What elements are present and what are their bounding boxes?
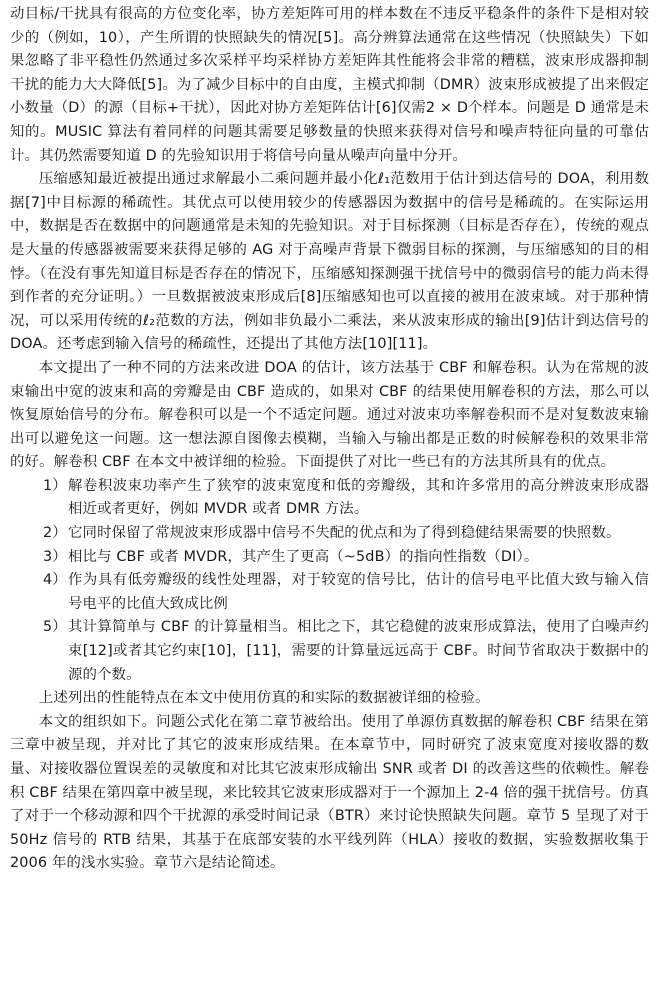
list-item xyxy=(10,522,649,546)
list-item-text: 其计算简单与 CBF 的计算量相当。相比之下，其它稳健的波束形成算法，使用了白噪声约束[12]或者其它约束[10]，[11]，需要的计算量远远高于 CBF。时间节省取决于数据中的源的个数。 xyxy=(68,619,649,683)
list-item xyxy=(10,546,649,570)
paragraph-compressive-sensing: 压缩感知最近被提出通过求解最小二乘问题并最小化ℓ₁范数用于估计到达信号的 DOA，利用数据[7]中目标源的稀疏性。其优点可以使用较少的传感器因为数据中的信号是稀疏的。在实际运用中，数据是否在数据中的问题通常是未知的先验知识。对于目标探测（目标是否存在），传统的观点是大量的传感器被需要来获得足够的 AG 对于高噪声背景下微弱目标的探测，与压缩感知的目的相悖。（在没有事先知道目标是否存在的情况下，压缩感知探测强干扰信号中的微弱信号的能力尚未得到作者的充分证明。）一旦数据被波束形成后[8]压缩感知也可以直接的被用在波束域。对于那种情况，可以采用传统的ℓ₂范数的方法，例如非负最小二乘法，来从波束形成的输出[9]估计到达信号的 DOA。还考虑到输入信号的稀疏性，还提出了其他方法[10][11]。 xyxy=(10,171,649,353)
list-item-text: 它同时保留了常规波束形成器中信号不失配的优点和为了得到稳健结果需要的快照数。 xyxy=(68,525,621,542)
paragraph-proposed-method: 本文提出了一种不同的方法来改进 DOA 的估计，该方法基于 CBF 和解卷积。认为在常规的波束输出中宽的波束和高的旁瓣是由 CBF 造成的，如果对 CBF 的结果使用解卷积的方法，那么可以恢复原始信号的分布。解卷积可以是一个不适定问题。通过对波束功率解卷积而不是对复数波束输出可以避免这一问题。这一想法源自图像去模糊，当输入与输出都是正数的时候解卷积的效果非常的好。解卷积 CBF 在本文中被详细的检验。下面提供了对比一些已有的方法其所具有的优点。 xyxy=(10,359,649,471)
paragraph-organization: 本文的组织如下。问题公式化在第二章节被给出。使用了单源仿真数据的解卷积 CBF 结果在第三章中被呈现，并对比了其它的波束形成结果。在本章节中，同时研究了波束宽度对接收器的数量、对接收器位置误差的灵敏度和对比其它波束形成输出 SNR 或者 DI 的改善这些的依赖性。解卷积 CBF 结果在第四章中被呈现，来比较其它波束形成器对于一个源加上 2-4 倍的强干扰信号。仿真了对于一个移动源和四个干扰源的承受时间记录（BTR）来讨论快照缺失问题。章节 5 呈现了对于 50Hz 信号的 RTB 结果，其基于在底部安装的水平线列阵（HLA）接收的数据，实验数据收集于 2006 年的浅水实验。章节六是结论简述。 xyxy=(10,713,649,872)
list-item-number: 4） xyxy=(43,572,67,589)
list-item-number: 3） xyxy=(43,548,67,565)
advantages-list xyxy=(10,475,649,687)
list-item xyxy=(10,616,649,687)
list-item-number: 5） xyxy=(43,619,67,636)
list-item-number: 1） xyxy=(43,477,67,494)
list-item xyxy=(10,569,649,616)
list-item-text: 作为具有低旁瓣级的线性处理器，对于较宽的信号比，估计的信号电平比值大致与输入信号电平的比值大致成比例 xyxy=(68,572,649,612)
list-item xyxy=(10,475,649,522)
list-item-text: 相比与 CBF 或者 MVDR，其产生了更高（~5dB）的指向性指数（DI）。 xyxy=(68,548,539,565)
paragraph-snapshot-deficiency: 动目标/干扰具有很高的方位变化率，协方差矩阵可用的样本数在不违反平稳条件的条件下是相对较少的（例如，10），产生所谓的快照缺失的情况[5]。高分辨算法通常在这些情况（快照缺失）下如果忽略了非平稳性仍然通过多次采样平均采样协方差矩阵其性能将会非常的糟糕，波束形成器抑制干扰的能力大大降低[5]。为了减少目标中的自由度，主模式抑制（DMR）波束形成被提了出来假定小数量（D）的源（目标+干扰），因此对协方差矩阵估计[6]仅需2 × D个样本。问题是 D 通常是未知的。MUSIC 算法有着同样的问题其需要足够数量的快照来获得对信号和噪声特征向量的可靠估计。其仍然需要知道 D 的先验知识用于将信号向量从噪声向量中分开。 xyxy=(10,6,649,164)
list-item-number: 2） xyxy=(43,525,67,542)
paragraph-summary: 上述列出的性能特点在本文中使用仿真的和实际的数据被详细的检验。 xyxy=(38,690,490,707)
list-item-text: 解卷积波束功率产生了狭窄的波束宽度和低的旁瓣级，其和许多常用的高分辨波束形成器相近或者更好，例如 MVDR 或者 DMR 方法。 xyxy=(68,477,649,518)
